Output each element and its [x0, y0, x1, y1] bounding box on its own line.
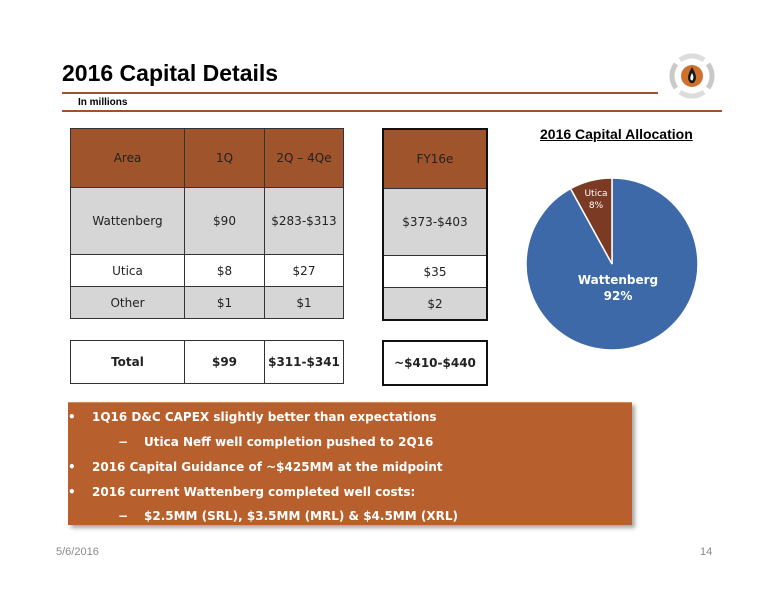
footer-date: 5/6/2016 — [56, 546, 99, 558]
table-header-row — [383, 129, 487, 189]
fy-total: ~$410-$440 — [383, 341, 487, 385]
bullet-marker: • — [68, 485, 76, 499]
table-cell: $27 — [265, 255, 344, 287]
total-row — [383, 341, 487, 385]
fy-total-table — [382, 340, 488, 386]
table-row — [71, 255, 344, 287]
table-row — [383, 256, 487, 288]
header-1q: 1Q — [185, 129, 265, 188]
bullet-marker: • — [68, 410, 76, 424]
subtitle-rule — [62, 110, 722, 112]
table-cell: $35 — [383, 256, 487, 288]
capital-table — [70, 128, 344, 319]
table-cell: Wattenberg — [71, 188, 185, 255]
bullet-marker: − — [118, 509, 129, 523]
table-cell: Other — [71, 287, 185, 319]
company-logo-icon — [660, 52, 724, 100]
table-cell: $1 — [185, 287, 265, 319]
chart-title: 2016 Capital Allocation — [540, 126, 693, 142]
table-row — [383, 288, 487, 321]
pie-label-utica: Utica — [584, 189, 608, 199]
table-header-row — [71, 129, 344, 188]
total-table — [70, 340, 344, 384]
capital-allocation-pie-chart — [524, 174, 700, 354]
bullet-text: 2016 Capital Guidance of ~$425MM at the midpoint — [92, 460, 443, 474]
bullet-box — [68, 402, 632, 525]
table-row — [383, 189, 487, 256]
bullet-text: $2.5MM (SRL), $3.5MM (MRL) & $4.5MM (XRL) — [144, 509, 458, 523]
total-2q-4q: $311-$341 — [265, 341, 344, 384]
table-cell: $8 — [185, 255, 265, 287]
page-title: 2016 Capital Details — [62, 60, 279, 86]
table-row — [71, 188, 344, 255]
fy-table — [382, 128, 488, 321]
total-label: Total — [71, 341, 185, 384]
total-1q: $99 — [185, 341, 265, 384]
header-2q-4q: 2Q – 4Qe — [265, 129, 344, 188]
table-cell: $90 — [185, 188, 265, 255]
page-number: 14 — [700, 546, 713, 558]
table-cell: Utica — [71, 255, 185, 287]
bullet-marker: • — [68, 460, 76, 474]
table-row — [71, 287, 344, 319]
bullet-text: 1Q16 D&C CAPEX slightly better than expectations — [92, 410, 437, 424]
title-rule — [62, 92, 658, 94]
table-cell: $283-$313 — [265, 188, 344, 255]
bullet-text: 2016 current Wattenberg completed well costs: — [92, 485, 416, 499]
total-row — [71, 341, 344, 384]
header-area: Area — [71, 129, 185, 188]
bullet-text: Utica Neff well completion pushed to 2Q16 — [144, 435, 434, 449]
table-cell: $1 — [265, 287, 344, 319]
header-fy16e: FY16e — [383, 129, 487, 189]
table-cell: $2 — [383, 288, 487, 321]
bullet-marker: − — [118, 435, 129, 449]
pie-value-wattenberg: 92% — [603, 289, 633, 303]
page-subtitle: In millions — [78, 97, 128, 108]
pie-label-wattenberg: Wattenberg — [577, 273, 659, 287]
table-cell: $373-$403 — [383, 189, 487, 256]
pie-value-utica: 8% — [588, 201, 604, 211]
